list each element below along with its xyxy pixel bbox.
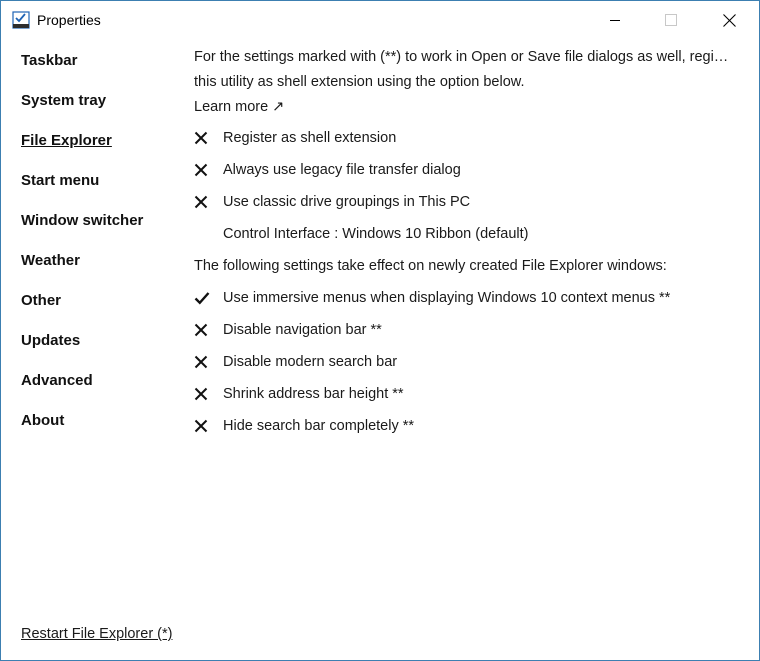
sidebar-item-label: Weather xyxy=(21,252,80,269)
option-label: Register as shell extension xyxy=(223,130,397,146)
control-interface-label: Control Interface : Windows 10 Ribbon (default) xyxy=(223,226,529,242)
checkmark-icon xyxy=(194,288,223,308)
close-button[interactable] xyxy=(706,1,752,39)
intro-line-2: this utility as shell extension using the option below. xyxy=(194,74,525,90)
maximize-button[interactable] xyxy=(648,1,694,39)
section-note: The following settings take effect on newly created File Explorer windows: xyxy=(194,258,667,274)
restart-file-explorer-link[interactable]: Restart File Explorer (*) xyxy=(21,626,173,642)
sidebar-item-label: Other xyxy=(21,292,62,309)
sidebar-item-advanced[interactable] xyxy=(21,369,181,409)
option-label: Disable navigation bar ** xyxy=(223,322,382,338)
unchecked-x-icon xyxy=(194,416,223,436)
option-label: Hide search bar completely ** xyxy=(223,418,415,434)
sidebar-item-window-switcher[interactable] xyxy=(21,209,181,249)
checklist-icon xyxy=(12,11,30,29)
option-classic-drive-groupings[interactable] xyxy=(194,186,754,218)
sidebar-item-about[interactable] xyxy=(21,409,181,449)
option-immersive-menus[interactable] xyxy=(194,282,754,314)
sidebar-item-taskbar[interactable] xyxy=(21,49,181,89)
option-label: Disable modern search bar xyxy=(223,354,398,370)
option-label: Always use legacy file transfer dialog xyxy=(223,162,461,178)
intro-text xyxy=(194,45,754,95)
option-hide-search-bar[interactable] xyxy=(194,410,754,442)
window-title: Properties xyxy=(37,12,101,28)
control-interface-selector[interactable] xyxy=(194,218,754,250)
sidebar-item-other[interactable] xyxy=(21,289,181,329)
sidebar-item-label: System tray xyxy=(21,92,107,109)
option-label: Use immersive menus when displaying Windows 10 context menus ** xyxy=(223,290,671,306)
minimize-button[interactable] xyxy=(592,1,638,39)
option-legacy-file-transfer[interactable] xyxy=(194,154,754,186)
sidebar-item-start-menu[interactable] xyxy=(21,169,181,209)
sidebar-item-label: Start menu xyxy=(21,172,100,189)
sidebar-item-label: Updates xyxy=(21,332,81,349)
sidebar-item-label: About xyxy=(21,412,65,429)
sidebar-item-label: Taskbar xyxy=(21,52,78,69)
sidebar-nav xyxy=(21,49,181,449)
title-bar[interactable] xyxy=(1,1,759,39)
close-icon xyxy=(723,14,736,27)
settings-panel xyxy=(194,45,754,442)
option-disable-navigation-bar[interactable] xyxy=(194,314,754,346)
unchecked-x-icon xyxy=(194,128,223,148)
maximize-icon xyxy=(665,14,677,26)
option-label: Shrink address bar height ** xyxy=(223,386,404,402)
sidebar-item-label: Window switcher xyxy=(21,212,144,229)
sidebar-item-weather[interactable] xyxy=(21,249,181,289)
unchecked-x-icon xyxy=(194,192,223,212)
sidebar-item-label: Advanced xyxy=(21,372,93,389)
sidebar-item-updates[interactable] xyxy=(21,329,181,369)
unchecked-x-icon xyxy=(194,160,223,180)
option-register-shell-extension[interactable] xyxy=(194,122,754,154)
learn-more-link[interactable]: Learn more ↗ xyxy=(194,99,285,115)
unchecked-x-icon xyxy=(194,352,223,372)
option-disable-modern-search-bar[interactable] xyxy=(194,346,754,378)
minimize-icon xyxy=(609,14,621,26)
sidebar-item-system-tray[interactable] xyxy=(21,89,181,129)
intro-line-1: For the settings marked with (**) to work in Open or Save file dialogs as well, regi… xyxy=(194,49,729,65)
sidebar-item-file-explorer[interactable] xyxy=(21,129,181,169)
option-shrink-address-bar[interactable] xyxy=(194,378,754,410)
sidebar-item-label: File Explorer xyxy=(21,132,112,149)
unchecked-x-icon xyxy=(194,384,223,404)
option-label: Use classic drive groupings in This PC xyxy=(223,194,471,210)
unchecked-x-icon xyxy=(194,320,223,340)
